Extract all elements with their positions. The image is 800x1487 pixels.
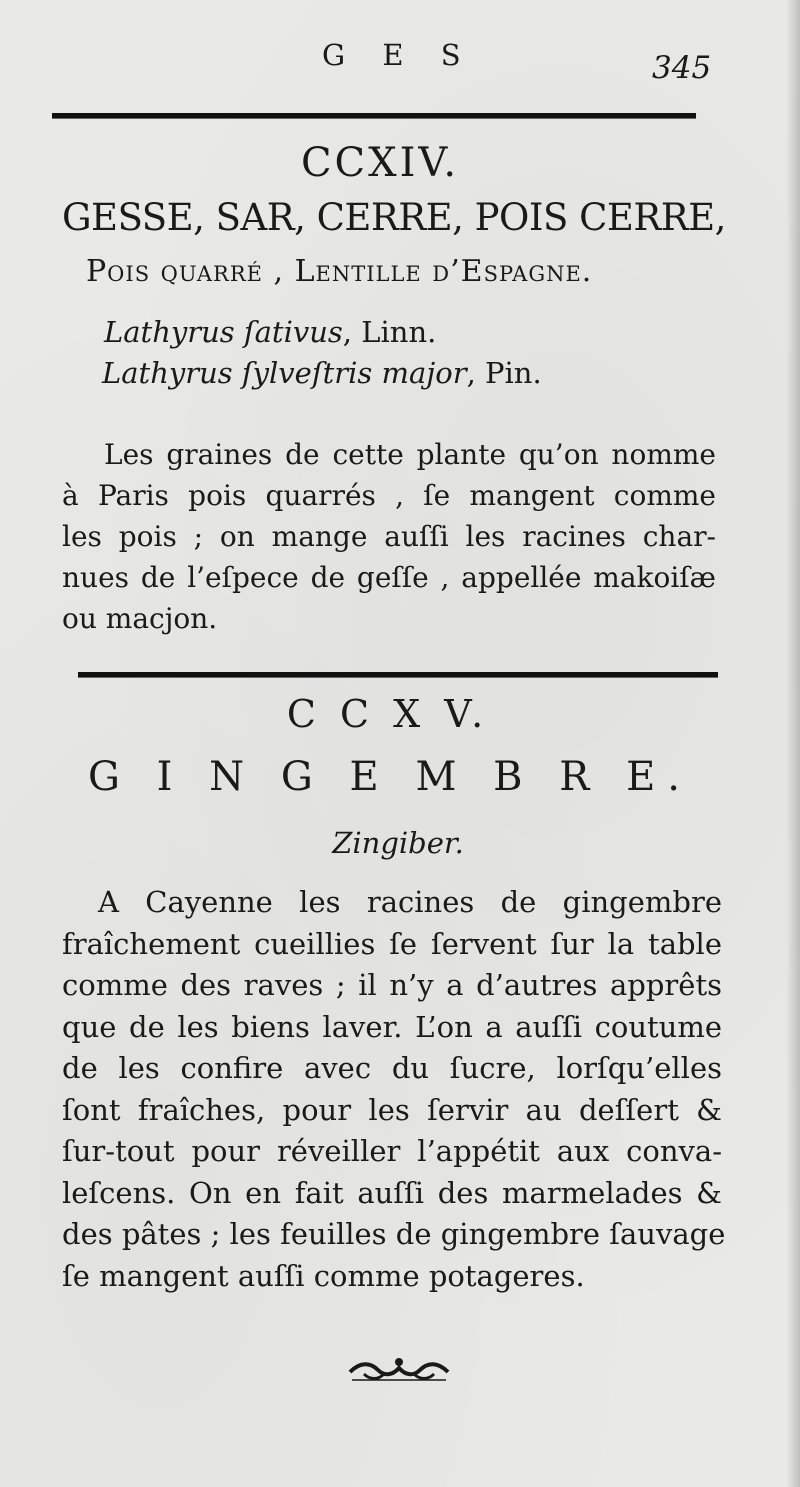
subheading-text: Pois quarré , Lentille d’Espagne. [86,254,593,289]
body-line: ou macjon. [62,602,218,635]
body-line: à Paris pois quarrés , ſe mangent comme [62,479,716,512]
body-line: fraîchement cueillies ſe ſervent ſur la table [62,926,722,961]
article-body [62,434,716,639]
body-line: que de les biens laver. L’on a auſſi coutume [62,1009,722,1044]
page-edge-shadow [786,0,800,1487]
body-line: leſcens. On en fait auſſi des marmelades & [62,1175,722,1210]
latin-binomial: Lathyrus ſativus [104,315,343,349]
top-rule-divider [52,113,696,119]
latin-binomial: Lathyrus ſylveſtris major [102,356,467,390]
article-heading: G I N G E M B R E. [87,754,692,800]
body-line: des pâtes ; les feuilles de gingembre ſauvage [62,1217,726,1251]
article-subheading [86,254,592,289]
article-heading: GESSE, SAR, CERRE, POIS CERRE, [62,196,726,239]
running-head [0,38,800,88]
page-number: 345 [652,50,712,86]
latin-name-line [102,356,542,390]
latin-name: Zingiber. [332,826,464,860]
body-line: ſur-tout pour réveiller l’appétit aux conva- [62,1134,722,1168]
latin-authority: , Pin. [466,356,542,390]
running-head-title: G E S [322,38,475,72]
fleuron-ornament-icon [344,1350,454,1390]
body-line: nues de l’eſpece de geſſe , appellée makoiſæ [62,561,716,594]
body-line: comme des raves ; il n’y a d’autres apprêts [62,968,722,1002]
latin-name-line [104,315,436,349]
body-line: Les graines de cette plante qu’on nomme [104,438,716,471]
body-line: de les confire avec du ſucre, lorſqu’elles [62,1051,722,1085]
body-line: A Cayenne les racines de gingembre [98,885,722,919]
article-number: C C X V. [286,692,490,736]
body-line: les pois ; on mange auſſi les racines char- [62,520,716,553]
body-line: ſe mangent auſſi comme potageres. [62,1258,585,1293]
article-number: CCXIV. [300,140,460,186]
article-body [62,882,726,1297]
body-line: ſont fraîches, pour les ſervir au deſſert & [62,1092,722,1127]
latin-authority: , Linn. [342,315,437,349]
section-rule-divider [78,672,718,678]
